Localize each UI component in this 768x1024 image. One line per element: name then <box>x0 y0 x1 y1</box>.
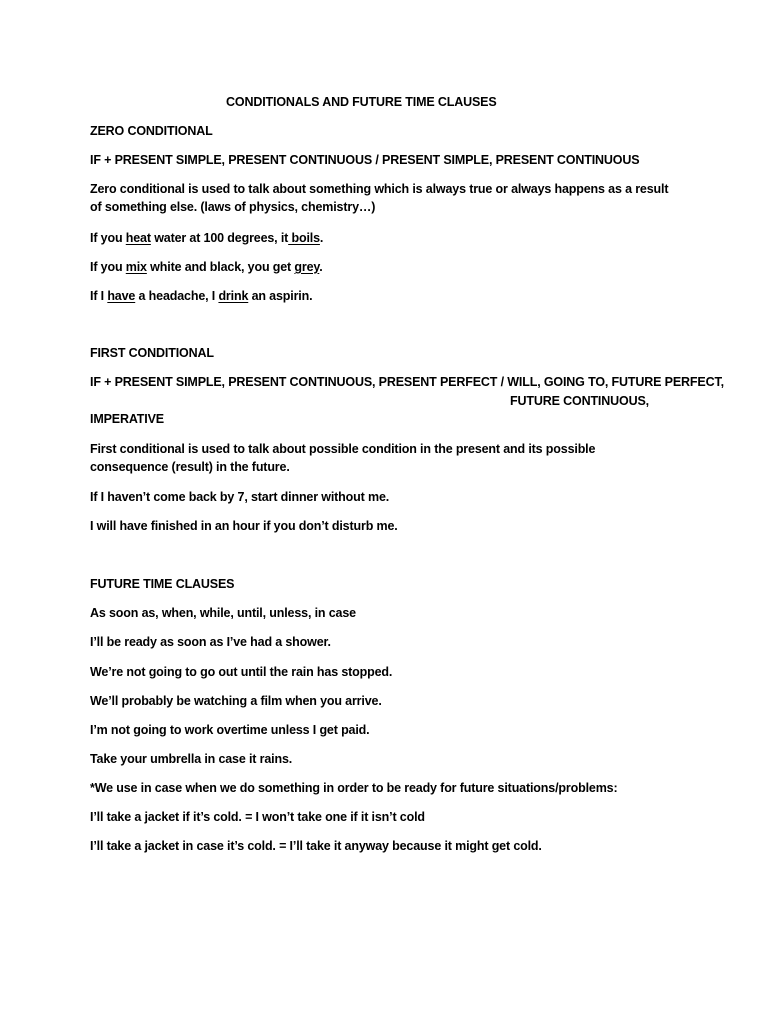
future-example-5: Take your umbrella in case it rains. <box>90 752 293 766</box>
first-conditional-formula-line1: IF + PRESENT SIMPLE, PRESENT CONTINUOUS, PRESENT PERFECT / WILL, GOING TO, FUTURE PERFECT, <box>90 375 724 389</box>
example-text: If you <box>90 231 126 245</box>
future-time-clauses-heading: FUTURE TIME CLAUSES <box>90 577 235 591</box>
underlined-verb: drink <box>218 289 249 303</box>
underlined-verb: boils <box>288 231 320 245</box>
page-title: CONDITIONALS AND FUTURE TIME CLAUSES <box>226 95 497 109</box>
example-text: If you <box>90 260 126 274</box>
future-example-7: I’ll take a jacket in case it’s cold. = I’ll take it anyway because it might get cold. <box>90 839 542 853</box>
underlined-verb: have <box>107 289 136 303</box>
future-example-2: We’re not going to go out until the rain has stopped. <box>90 665 393 679</box>
underlined-verb: heat <box>125 231 151 245</box>
first-conditional-description: First conditional is used to talk about possible condition in the present and its possible consequence (result) in the future. <box>90 442 596 474</box>
first-conditional-heading: FIRST CONDITIONAL <box>90 346 214 360</box>
first-example-2: I will have finished in an hour if you don’t disturb me. <box>90 519 398 533</box>
underlined-word: grey <box>294 260 320 274</box>
zero-example-3 <box>90 287 312 305</box>
underlined-verb: mix <box>125 260 147 274</box>
zero-conditional-formula: IF + PRESENT SIMPLE, PRESENT CONTINUOUS / PRESENT SIMPLE, PRESENT CONTINUOUS <box>90 153 640 167</box>
zero-example-1 <box>90 229 323 247</box>
example-text: If I <box>90 289 108 303</box>
future-keywords: As soon as, when, while, until, unless, in case <box>90 606 356 620</box>
future-example-6: I’ll take a jacket if it’s cold. = I won’t take one if it isn’t cold <box>90 810 425 824</box>
example-text: . <box>319 231 324 245</box>
first-example-1: If I haven’t come back by 7, start dinner without me. <box>90 490 390 504</box>
first-conditional-formula-line2: FUTURE CONTINUOUS, <box>510 394 649 408</box>
example-text: a headache, I <box>135 289 219 303</box>
future-example-4: I’m not going to work overtime unless I get paid. <box>90 723 370 737</box>
in-case-note: *We use in case when we do something in order to be ready for future situations/problems: <box>90 781 618 795</box>
example-text: . <box>319 260 323 274</box>
example-text: water at 100 degrees, it <box>150 231 289 245</box>
future-example-3: We’ll probably be watching a film when you arrive. <box>90 694 382 708</box>
future-example-1: I’ll be ready as soon as I’ve had a shower. <box>90 635 331 649</box>
example-text: an aspirin. <box>248 289 313 303</box>
first-conditional-formula-line3: IMPERATIVE <box>90 412 164 426</box>
zero-example-2 <box>90 258 323 276</box>
example-text: white and black, you get <box>146 260 295 274</box>
zero-conditional-heading: ZERO CONDITIONAL <box>90 124 213 138</box>
zero-conditional-description: Zero conditional is used to talk about something which is always true or always happens as a result of something else. (laws of physics, chemistry…) <box>90 182 669 214</box>
